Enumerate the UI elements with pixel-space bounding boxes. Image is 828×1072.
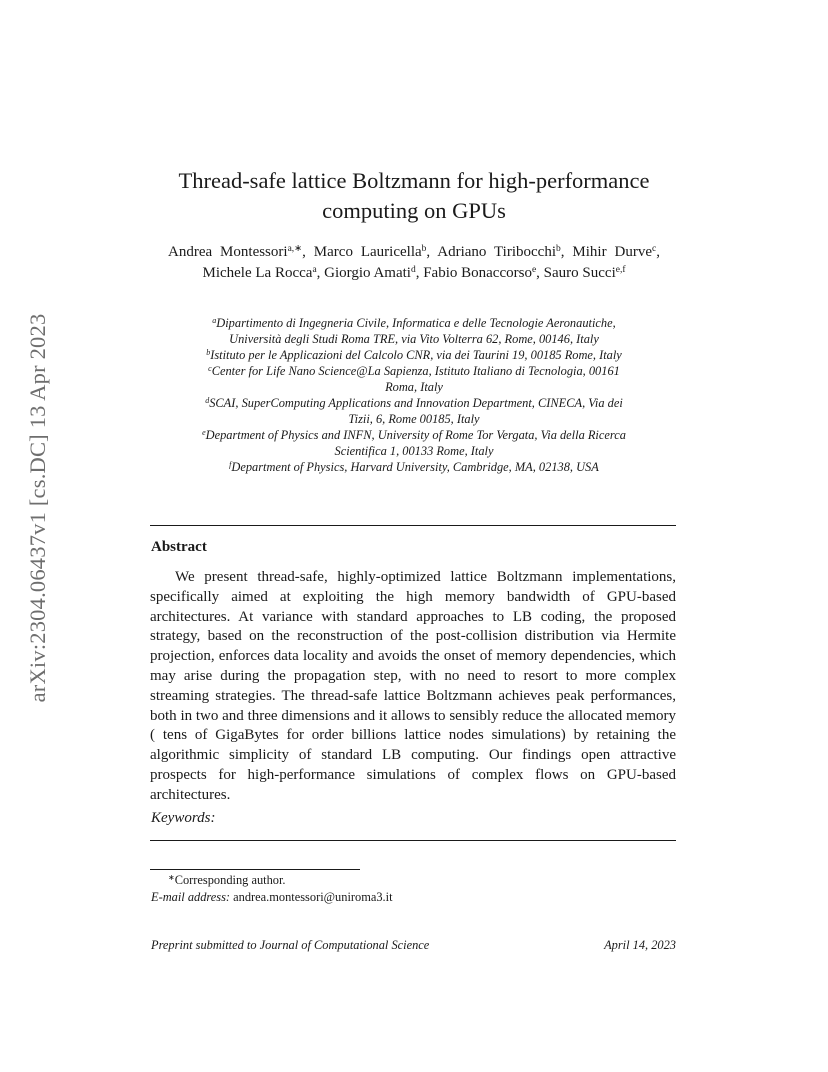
preprint-date: April 14, 2023 <box>604 938 676 952</box>
abstract-top-rule <box>150 525 676 526</box>
affiliation-d <box>152 395 676 427</box>
affiliation-text: Istituto per le Applicazioni del Calcolo CNR, via dei Taurini 19, 00185 Rome, Italy <box>210 348 622 362</box>
author-affiliation-mark: b <box>421 244 427 254</box>
author-name: Andrea Montessori <box>168 244 288 260</box>
affiliation-text: Center for Life Nano Science@La Sapienza, Istituto Italiano di Tecnologia, 00161 <box>211 364 620 378</box>
affiliation-line <box>152 443 676 459</box>
affiliation-text: Roma, Italy <box>385 380 443 394</box>
affiliation-mark: b <box>206 348 211 357</box>
author-affiliation-mark: e <box>531 265 537 275</box>
author-name: Fabio Bonaccorso <box>423 265 532 281</box>
author-name: Sauro Succi <box>543 265 616 281</box>
affiliation-mark: a <box>212 316 217 325</box>
paper-title <box>150 166 678 226</box>
affiliation-text: Department of Physics, Harvard University, Cambridge, MA, 02138, USA <box>231 460 599 474</box>
affiliation-list <box>152 315 676 475</box>
affiliation-line <box>152 411 676 427</box>
author-list <box>168 242 660 284</box>
author-name: Giorgio Amati <box>324 265 411 281</box>
author-separator: , <box>560 244 573 260</box>
email-address[interactable]: andrea.montessori@uniroma3.it <box>233 890 393 904</box>
author-affiliation-mark: b <box>556 244 561 254</box>
author-affiliation-mark: a <box>312 265 317 275</box>
author-affiliation-mark: e,f <box>615 265 626 275</box>
abstract-bottom-rule <box>150 840 676 841</box>
affiliation-text: Tizii, 6, Rome 00185, Italy <box>348 412 480 426</box>
affiliation-line <box>152 331 676 347</box>
preprint-note: Preprint submitted to Journal of Computational Science <box>151 938 430 952</box>
affiliation-f <box>152 459 676 475</box>
author-separator: , <box>426 244 438 260</box>
keywords-label: Keywords: <box>151 810 216 826</box>
affiliation-c <box>152 363 676 395</box>
author-affiliation-mark: a,∗ <box>287 244 303 254</box>
affiliation-line <box>152 427 676 443</box>
affiliation-text: Università degli Studi Roma TRE, via Vito Volterra 62, Rome, 00146, Italy <box>229 332 599 346</box>
footnote-rule <box>150 869 360 870</box>
author-separator: , <box>316 265 325 281</box>
author-affiliation-mark: c <box>652 244 657 254</box>
affiliation-text: Scientifica 1, 00133 Rome, Italy <box>334 444 494 458</box>
affiliation-line <box>152 459 676 475</box>
title-line-2: computing on GPUs <box>322 198 506 223</box>
affiliation-line <box>152 315 676 331</box>
affiliation-b <box>152 347 676 363</box>
author-separator: , <box>302 244 314 260</box>
footnote-mark: ∗ <box>168 873 175 882</box>
author-name: Adriano Tiribocchi <box>437 244 556 260</box>
author-separator: , <box>536 265 544 281</box>
affiliation-line <box>152 347 676 363</box>
author-separator: , <box>656 244 660 260</box>
affiliation-mark: f <box>229 460 232 469</box>
abstract-text: We present thread-safe, highly-optimized lattice Boltzmann implementations, specifically aimed at exploiting the high memory bandwidth of GPU-based architectures. At variance with standard approaches to LB coding, the proposed strategy, based on the reconstruction of the post-collision distribution via Hermite projection, enforces data locality and avoids the onset of memory dependencies, which may arise during the propagation step, with no need to resort to more complex streaming strategies. The thread-safe lattice Boltzmann achieves peak performances, both in two and three dimensions and it allows to sensibly reduce the allocated memory ( tens of GigaBytes for order billions lattice nodes simulations) by retaining the algorithmic simplicity of standard LB computing. Our findings open attractive prospects for high-performance simulations of complex flows on GPU-based architectures. <box>150 569 676 803</box>
footnote-email <box>151 890 393 905</box>
affiliation-e <box>152 427 676 459</box>
affiliation-line <box>152 363 676 379</box>
arxiv-identifier: arXiv:2304.06437v1 [cs.DC] 13 Apr 2023 <box>25 313 50 702</box>
affiliation-mark: c <box>208 364 212 373</box>
email-label: E-mail address: <box>151 890 231 904</box>
title-line-1: Thread-safe lattice Boltzmann for high-performance <box>178 168 650 193</box>
author-name: Marco Lauricella <box>313 244 422 260</box>
affiliation-line <box>152 395 676 411</box>
affiliation-line <box>152 379 676 395</box>
affiliation-a <box>152 315 676 347</box>
footnote-corresponding <box>168 873 286 888</box>
affiliation-text: Dipartimento di Ingegneria Civile, Informatica e delle Tecnologie Aeronautiche, <box>216 316 616 330</box>
footnote-corresponding-text: Corresponding author. <box>174 873 286 887</box>
author-name: Mihir Durve <box>572 244 652 260</box>
author-separator: , <box>415 265 424 281</box>
affiliation-text: Department of Physics and INFN, University of Rome Tor Vergata, Via della Ricerca <box>205 428 626 442</box>
arxiv-side-stamp <box>20 285 56 730</box>
author-name: Michele La Rocca <box>202 265 313 281</box>
affiliation-mark: d <box>205 396 210 405</box>
affiliation-text: SCAI, SuperComputing Applications and Innovation Department, CINECA, Via dei <box>209 396 623 410</box>
affiliation-mark: e <box>202 428 206 437</box>
abstract-heading: Abstract <box>151 539 207 555</box>
author-affiliation-mark: d <box>410 265 416 275</box>
